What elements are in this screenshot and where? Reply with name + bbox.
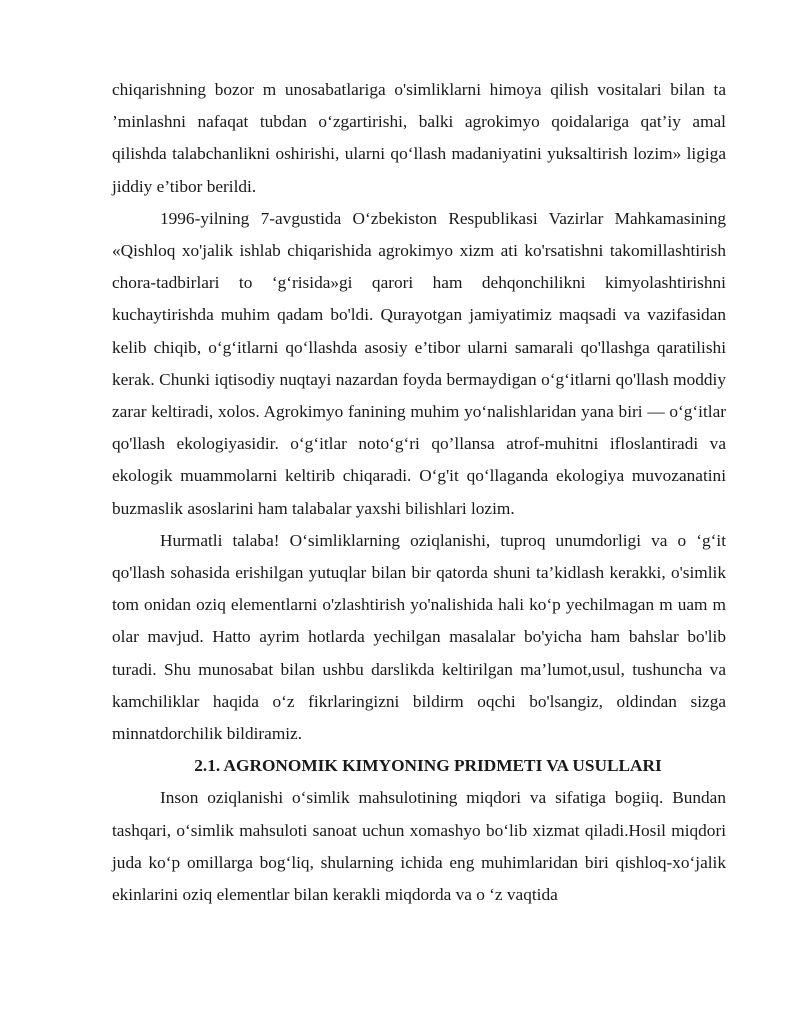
paragraph-continuation: chiqarishning bozor m unosabatlariga o'simliklarni himoya qilish vositalari bilan ta ’minlashni nafaqat tubdan o‘zgartirishi, balki agrokimyo qoidalariga qat’iy amal qilishda talabchanlikni oshirishi, ularni qo‘llash madaniyatini yuksaltirish lozim» ligiga jiddiy e’tibor berildi. bbox=[112, 80, 726, 196]
paragraph-address-to-student: Hurmatli talaba! O‘simliklarning oziqlanishi, tuproq unumdorligi va o ‘g‘it qo'llash sohasida erishilgan yutuqlar bilan bir qatorda shuni ta’kidlash kerakki, o'simlik tom onidan oziq elementlarni o'zlashtirish yo'nalishida hali ko‘p yechilmagan m uam m olar mavjud. Hatto ayrim hotlarda yechilgan masalalar bo'yicha ham bahslar bo'lib turadi. Shu munosabat bilan ushbu darslikda keltirilgan ma’lumot,usul, tushuncha va kamchiliklar haqida o‘z fikrlaringizni bildirm oqchi bo'lsangiz, oldindan sizga minnatdorchilik bildiramiz. bbox=[112, 530, 726, 744]
section-heading: 2.1. AGRONOMIK KIMYONING PRIDMETI VA USULLARI bbox=[194, 756, 662, 776]
document-page bbox=[112, 74, 726, 911]
paragraph-section-intro: Inson oziqlanishi o‘simlik mahsulotining miqdori va sifatiga bogiiq. Bundan tashqari, o‘simlik mahsuloti sanoat uchun xomashyo bo‘lib xizmat qiladi.Hosil miqdori juda ko‘p omillarga bog‘liq, shularning ichida eng muhimlaridan biri qishloq-xo‘jalik ekinlarini oziq elementlar bilan kerakli miqdorda va o ‘z vaqtida bbox=[112, 788, 726, 905]
paragraph-decree: 1996-yilning 7-avgustida O‘zbekiston Respublikasi Vazirlar Mahkamasining «Qishloq xo'jalik ishlab chiqarishida agrokimyo xizm ati ko'rsatishni takomillashtirish chora-tadbirlari to ‘g‘risida»gi qarori ham dehqonchilikni kimyolashtirishni kuchaytirishda muhim qadam bo'ldi. Qurayotgan jamiyatimiz maqsadi va vazifasidan kelib chiqib, o‘g‘itlarni qo‘llashda asosiy e’tibor ularni samarali qo'llashga qaratilishi kerak. Chunki iqtisodiy nuqtayi nazardan foyda bermaydigan o‘g‘itlarni qo'llash moddiy zarar keltiradi, xolos. Agrokimyo fanining muhim yo‘nalishlaridan yana biri — o‘g‘itlar qo'llash ekologiyasidir. o‘g‘itlar noto‘g‘ri qo’llansa atrof-muhitni ifloslantiradi va ekologik muammolarni keltirib chiqaradi. O‘g'it qo‘llaganda ekologiya muvozanatini buzmaslik asoslarini ham talabalar yaxshi bilishlari lozim. bbox=[112, 208, 726, 518]
